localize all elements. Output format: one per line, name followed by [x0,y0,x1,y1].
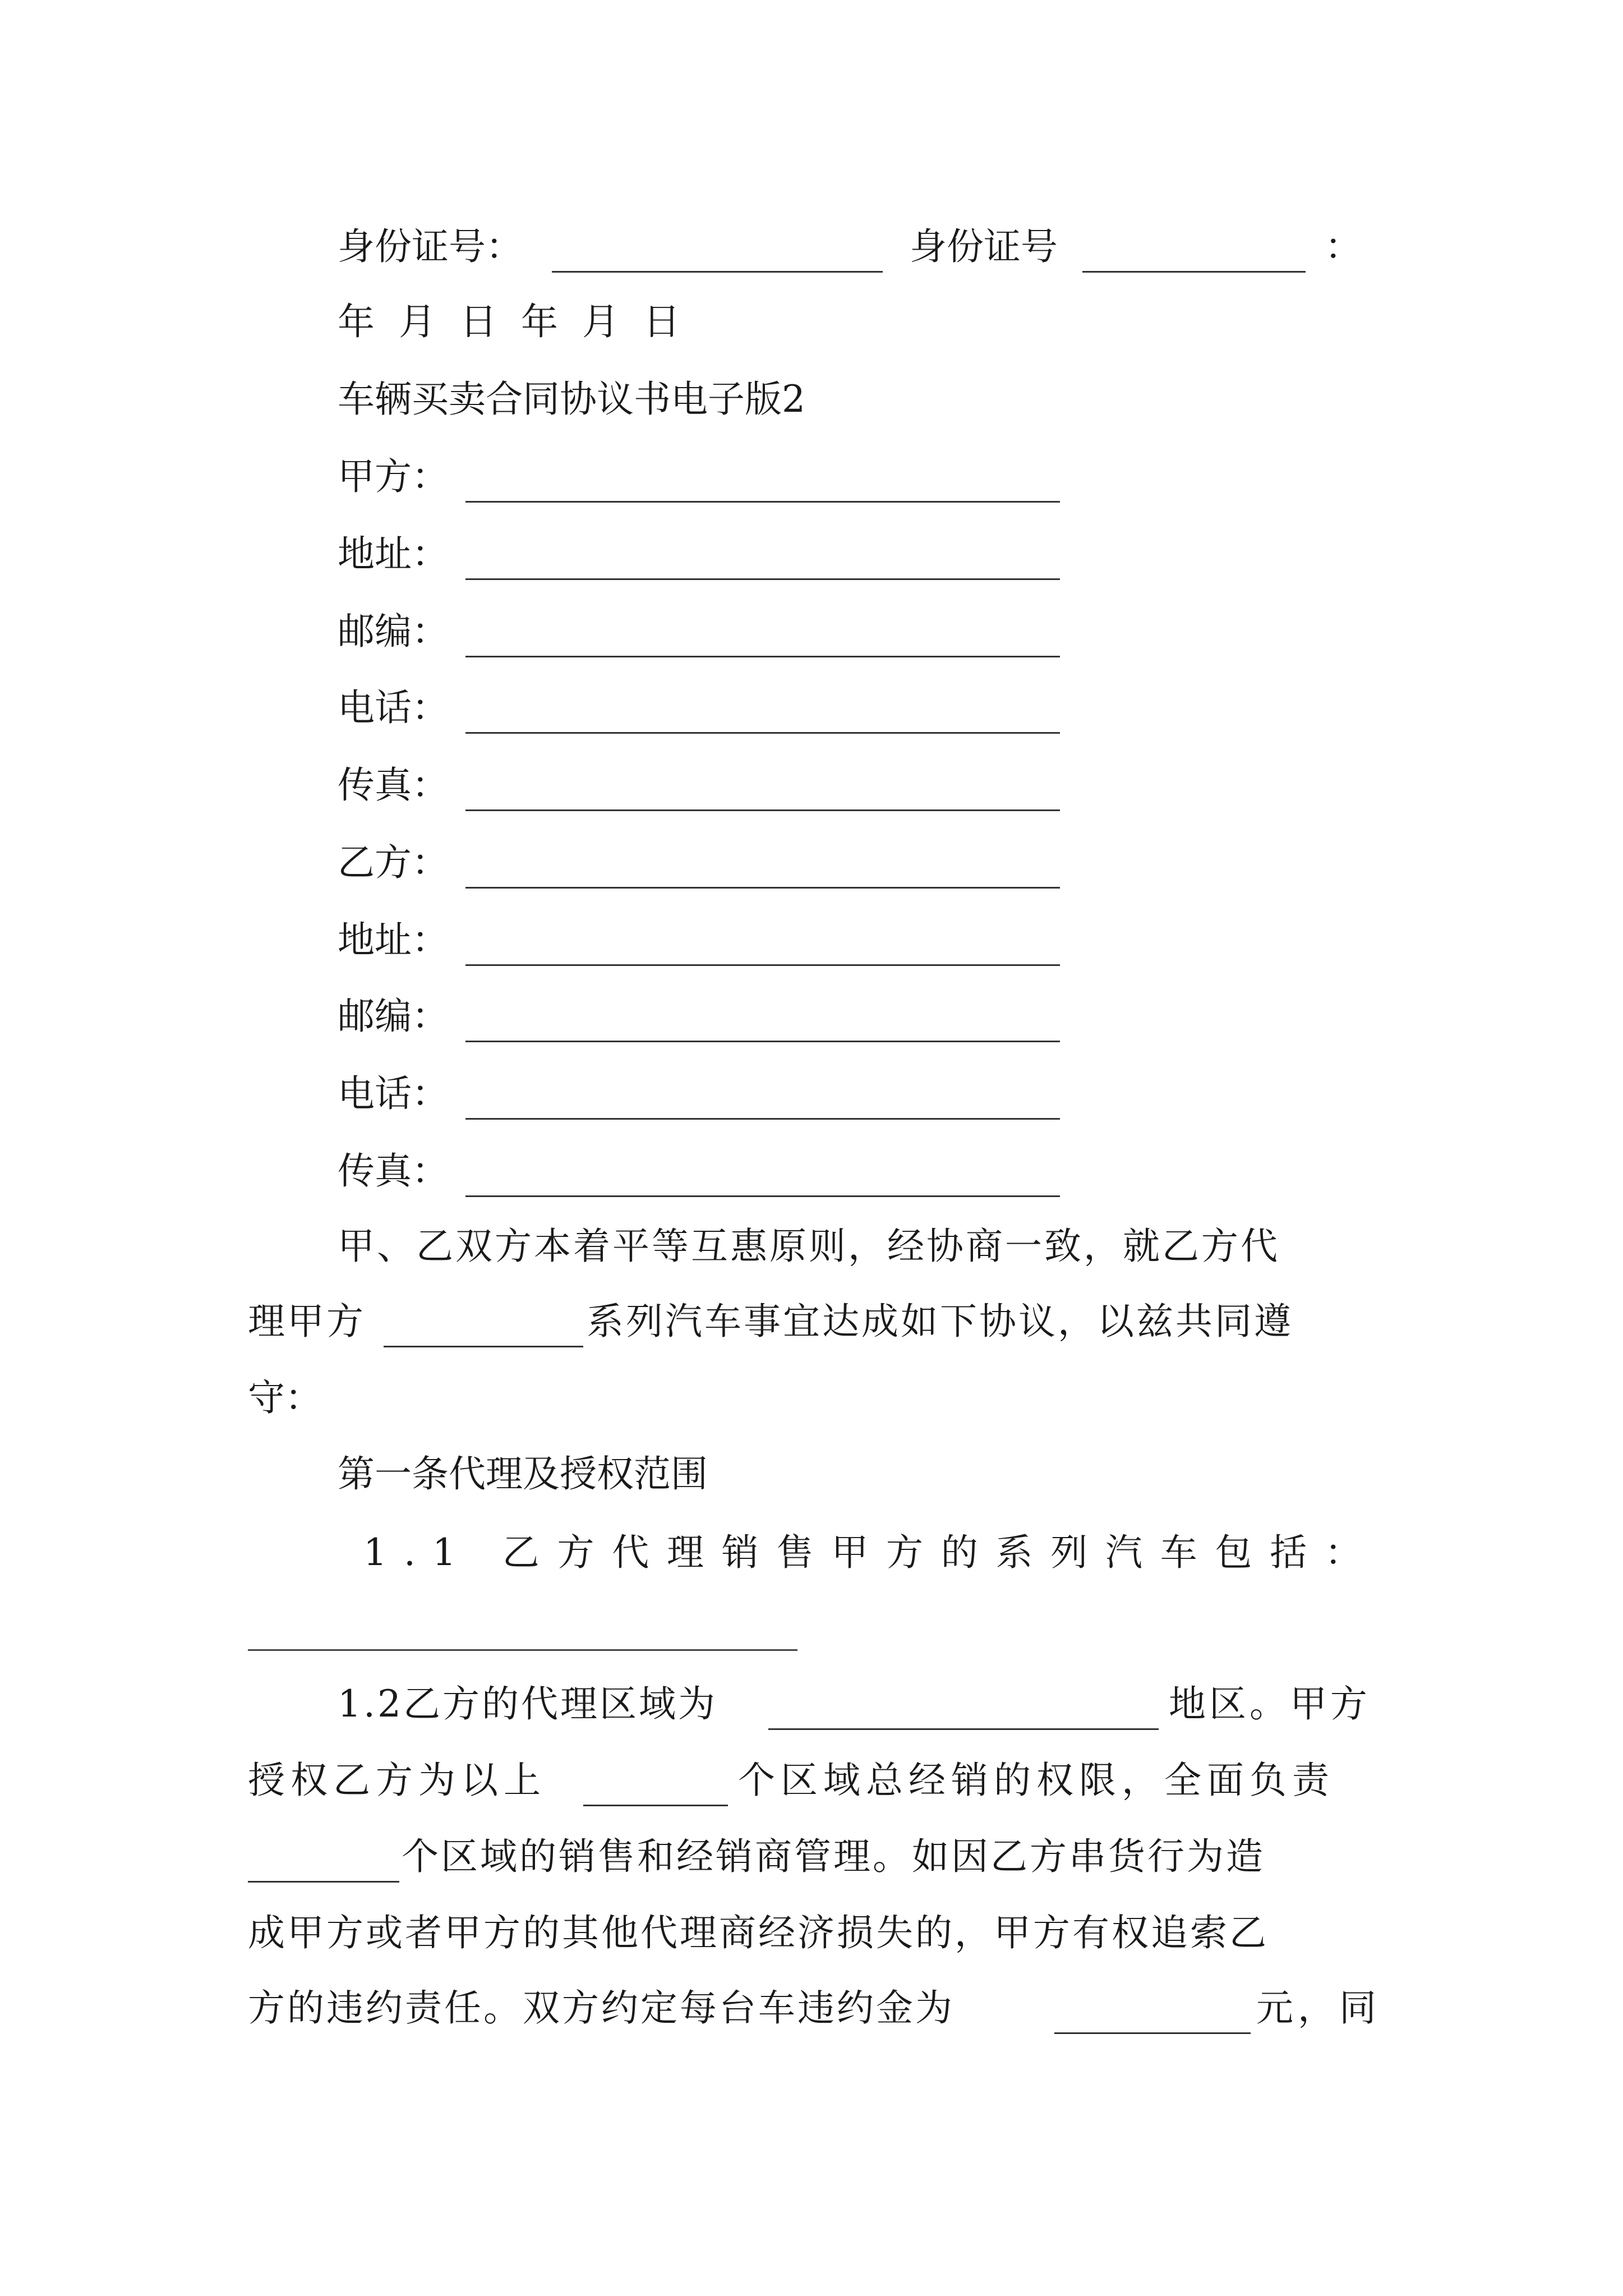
region-count-blank[interactable] [583,1760,728,1828]
party-a-address-blank[interactable] [465,534,1060,601]
clause-1-2-line-2 [0,1747,1623,1814]
party-a-fax-row [0,752,1623,819]
party-b-postcode-blank[interactable] [465,996,1060,1064]
party-b-fax-row [0,1138,1623,1205]
agency-region-blank[interactable] [768,1684,1159,1751]
clause-1-2-line-3 [0,1823,1623,1890]
id-number-blank-left[interactable] [552,227,883,294]
party-b-blank[interactable] [465,843,1060,910]
party-a-phone-blank[interactable] [465,688,1060,755]
intro-text-3: 守： [248,1376,322,1419]
party-a-label: 甲方： [338,455,449,498]
penalty-amount-blank[interactable] [1054,1988,1251,2055]
intro-line-3 [0,1364,1623,1432]
party-a-blank[interactable] [465,457,1060,524]
party-a-address-row [0,521,1623,588]
clause-1-2-text-2-prefix: 授权乙方为以上 [248,1759,546,1802]
date-row [0,288,1623,356]
responsible-region-count-blank[interactable] [248,1837,399,1904]
party-a-phone-row [0,674,1623,742]
article-1-heading: 第一条代理及授权范围 [338,1452,708,1496]
clause-1-1-blank[interactable] [248,1649,797,1651]
party-a-address-label: 地址： [338,532,449,576]
party-b-postcode-label: 邮编： [338,995,449,1038]
party-b-phone-row [0,1060,1623,1128]
party-b-phone-blank[interactable] [465,1074,1060,1141]
party-a-phone-label: 电话： [338,686,449,729]
id-number-blank-right[interactable] [1082,227,1306,294]
contract-title-row [0,366,1623,433]
clause-1-2-text-5-prefix: 方的违约责任。双方约定每台车违约金为 [248,1986,955,2030]
party-b-address-row [0,907,1623,974]
party-b-phone-label: 电话： [338,1072,449,1115]
clause-1-2-text-3: 个区域的销售和经销商管理。如因乙方串货行为造 [402,1835,1265,1878]
clause-1-2-line-5 [0,1975,1623,2042]
intro-line-1 [0,1213,1623,1280]
party-b-fax-blank[interactable] [465,1151,1060,1218]
id-number-label-left: 身份证号： [338,225,523,268]
contract-title: 车辆买卖合同协议书电子版2 [338,378,805,421]
party-b-postcode-row [0,983,1623,1050]
party-b-address-label: 地址： [338,918,449,961]
party-a-postcode-row [0,598,1623,665]
party-a-fax-label: 传真： [338,763,449,807]
party-a-postcode-label: 邮编： [338,610,449,653]
party-a-fax-blank[interactable] [465,765,1060,832]
clause-1-2-text-4: 成甲方或者甲方的其他代理商经济损失的，甲方有权追索乙 [248,1911,1269,1954]
party-a-row [0,443,1623,510]
party-b-row [0,829,1623,896]
clause-1-2-text-1-suffix: 地区。甲方 [1169,1682,1371,1726]
party-a-postcode-blank[interactable] [465,611,1060,679]
id-number-trailing-colon: ： [1325,225,1362,268]
party-b-label: 乙方： [338,841,449,884]
party-b-fax-label: 传真： [338,1149,449,1193]
clause-1-1-row [0,1519,1623,1586]
clause-1-2-text-2-suffix: 个区域总经销的权限，全面负责 [738,1759,1335,1802]
article-1-heading-row [0,1441,1623,1508]
intro-line-2 [0,1288,1623,1355]
clause-1-2-line-4 [0,1899,1623,1967]
clause-1-2-text-5-suffix: 元，同 [1256,1986,1381,2030]
date-row-text: 年 月 日 年 月 日 [338,300,680,343]
car-series-blank[interactable] [384,1301,583,1369]
intro-text-2-suffix: 系列汽车事宜达成如下协议，以兹共同遵 [587,1300,1293,1343]
id-number-label-right: 身份证号 [910,225,1058,268]
id-number-row [0,213,1623,280]
party-b-address-blank[interactable] [465,920,1060,987]
intro-text-2-prefix: 理甲方 [248,1300,366,1343]
intro-text-1: 甲、乙双方本着平等互惠原则，经协商一致，就乙方代 [338,1225,1280,1268]
clause-1-1-text: 1.1 乙方代理销售甲方的系列汽车包括： [363,1531,1378,1574]
clause-1-2-text-1-prefix: 1.2乙方的代理区域为 [338,1682,717,1726]
clause-1-2-line-1 [0,1671,1623,1738]
